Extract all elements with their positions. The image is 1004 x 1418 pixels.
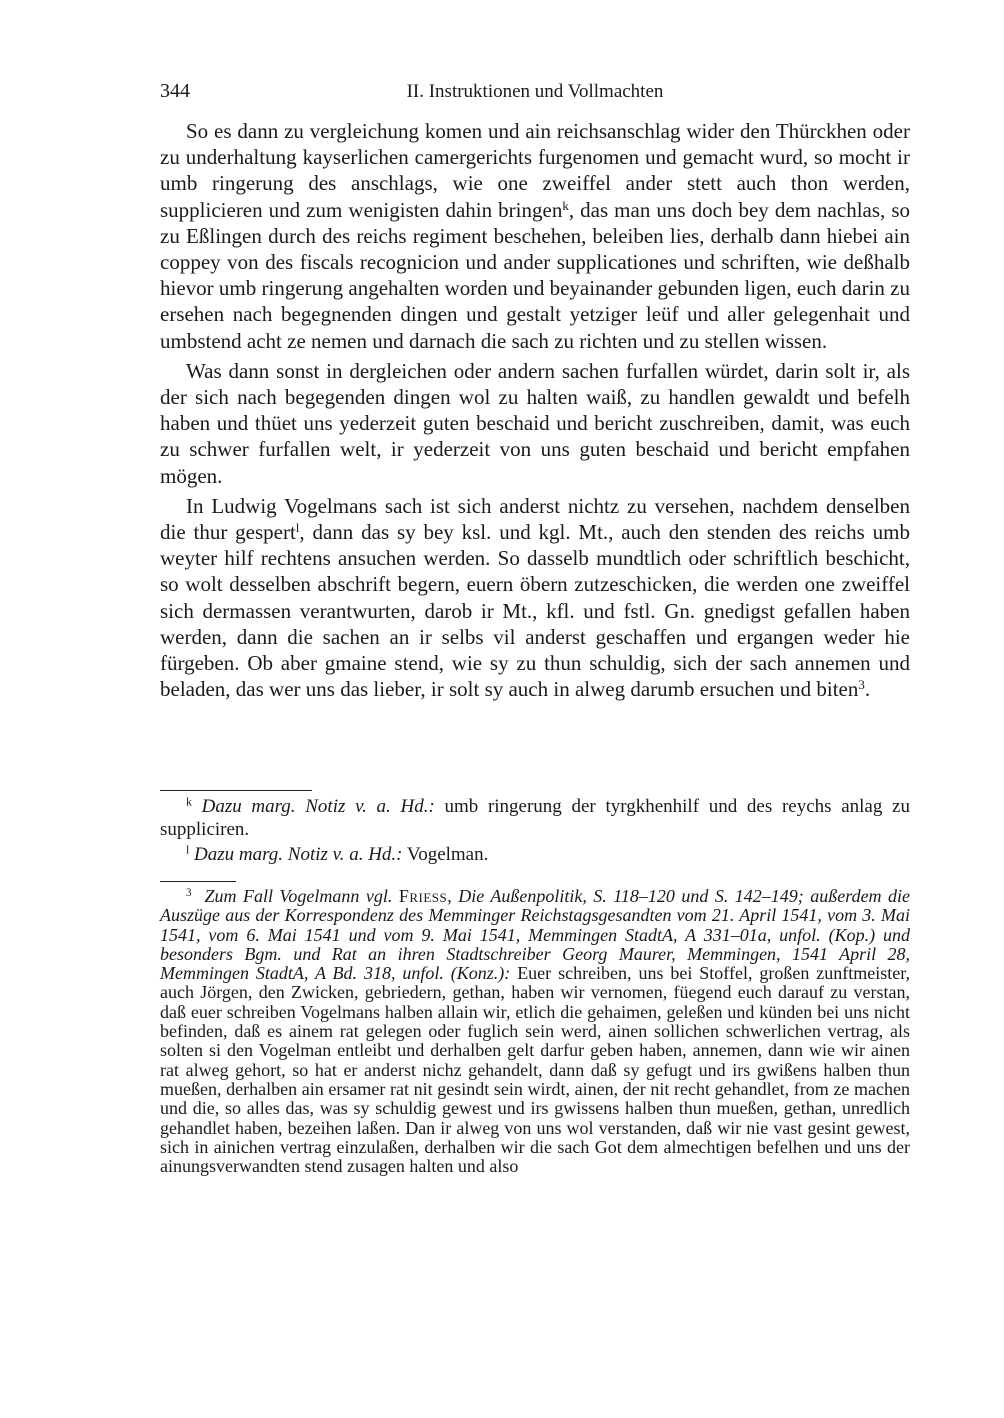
paragraph-3-text: In Ludwig Vogelmans sach ist sich anderst nichtz zu versehen, nachdem denselben die thur gespert [160,493,910,545]
footnotes [160,887,910,1176]
paragraph-2: Was dann sonst in dergleichen oder andern sachen furfallen würdet, darin solt ir, als der sich nach begegenden dingen wol zu halten waiß, zu handlen gewaldt und befelh haben und thüet uns yederzeit guten beschaid und bericht zuschreiben, damit, was euch zu schwer furfallen welt, ir yederzeit von uns guten beschaid und bericht empfahen mögen. [160,358,910,488]
footnote-3-intro: Zum Fall Vogelmann vgl. [204,886,393,906]
footnotes-rule [160,881,236,882]
paragraph-3 [160,493,910,703]
textual-note-k [160,796,910,841]
textual-note-l-text: Vogelman. [402,844,489,865]
footnote-3-author: Friess [398,886,448,906]
textual-note-k-label: Dazu marg. Notiz v. a. Hd.: [201,796,435,817]
footnote-3-mark: 3 [186,886,192,899]
textual-note-l-mark: l [186,843,190,857]
paragraph-3-text-end: . [864,677,871,702]
note-mark-l: l [295,519,300,535]
page-number: 344 [160,80,190,102]
textual-notes [160,796,910,870]
paragraph-1-text: So es dann zu vergleichung komen und ain reichsanschlag wider den Thürckhen oder zu underhaltung kayserlichen camergerichts furgenomen und gemacht wurd, so mocht ir umb ringerung des anschlags, wie one zweiffel ander stett auch thon werden, supplicieren und zum wenigisten dahin bringen [160,119,910,222]
footnote-3 [160,887,910,1176]
textual-note-k-mark: k [186,795,192,809]
running-title: II. Instruktionen und Vollmachten [406,81,664,102]
paragraph-1 [160,118,910,354]
paragraph-3-text-cont: , dann das sy bey ksl. und kgl. Mt., auch den stenden des reichs umb weyter hilf rechtens ansuchen werden. So dasselb mundtlich oder schriftlich beschicht, so wolt desselben abschrift begern, euern öbern zutzeschicken, die werden one zweiffel sich dermassen verantwurten, darob ir Mt., kfl. und fstl. Gn. gnedigst gefallen haben werden, dann die sachen an ir selbs vil anderst geschaffen und ergangen weder hie fürgeben. Ob aber gmaine stend, wie sy zu thun schuldig, sich der sach annemen und beladen, das wer uns das lieber, ir solt sy auch in alweg darumb ersuchen und biten [160,520,910,702]
running-header [160,80,910,110]
textual-note-l [160,844,910,867]
textual-note-l-label: Dazu marg. Notiz v. a. Hd.: [194,844,403,865]
paragraph-1-text-cont: , das man uns doch bey dem nachlas, so zu Eßlingen durch des reichs regiment beschehen, beleiben lies, derhalb dann hiebei ain coppey von des fiscals recognicion und ander supplicationes und schriften, wie deßhalb hievor umb ringerung angehalten worden und beyainander gebunden ligen, euch darin zu ersehen nach begegnenden dingen und gestalt yetziger leüf und aller gelegenhait und umbstend acht ze nemen und darnach die sach zu richten und zu stellen wissen. [160,197,910,353]
footnote-3-quote: Euer schreiben, uns bei Stoffel, großen zunftmeister, auch Jörgen, den Zwicken, gebriedern, gethan, haben wir vernomen, füegend euch darauf zu verstan, daß euer schreiben Vogelmans halben allain wir, etlich die gehaimen, geleßen und künden bei uns nicht befinden, daß es ainem rat gelegen oder fuglich sein werd, ainen sollichen schwerlichen vertrag, als solten si den Vogelman entleibt und derhalben gelt darfur geben haben, annemen, dann wie wir ainen rat alweg gehort, so hat er anderst nichz gehandelt, dann daß sy gefugt und irs gwißens halben thun mueßen, derhalben ain ersamer rat nit gesindt sein wirdt, ainen, der nit recht gehandlet, from ze machen und die, so alles das, was sy schuldig gewest und irs gwissens halben thun mueßen, gethan, unredlich gehandlet haben, bezeihen laßen. Dan ir alweg von uns wol verstanden, daß wir nie vast gesint gewest, sich in ainichen vertrag einzulaßen, derhalben wir die sach Got dem almechtigen befelhen und uns der ainungsverwandten stend zusagen halten und also [160,963,910,1177]
main-text [160,118,910,706]
textual-note-k-text: umb ringerung der tyrgkhenhilf und des reychs anlag zu suppliciren. [160,796,910,840]
note-mark-k: k [562,197,569,213]
footnote-mark-3: 3 [858,677,865,693]
textual-notes-rule [160,790,312,791]
footnote-3-citation: , Die Außenpolitik, S. 118–120 und S. 142–149; außerdem die Auszüge aus der Korrespondenz des Memminger Reichstagsgesandten vom 21. April 1541, vom 3. Mai 1541, vom 6. Mai 1541 und vom 9. Mai 1541, Memmingen StadtA, A 331–01a, unfol. (Kop.) und besonders Bgm. und Rat an ihren Stadtschreiber Georg Maurer, Memmingen, 1541 April 28, Memmingen StadtA, A Bd. 318, unfol. (Konz.): [160,886,911,984]
